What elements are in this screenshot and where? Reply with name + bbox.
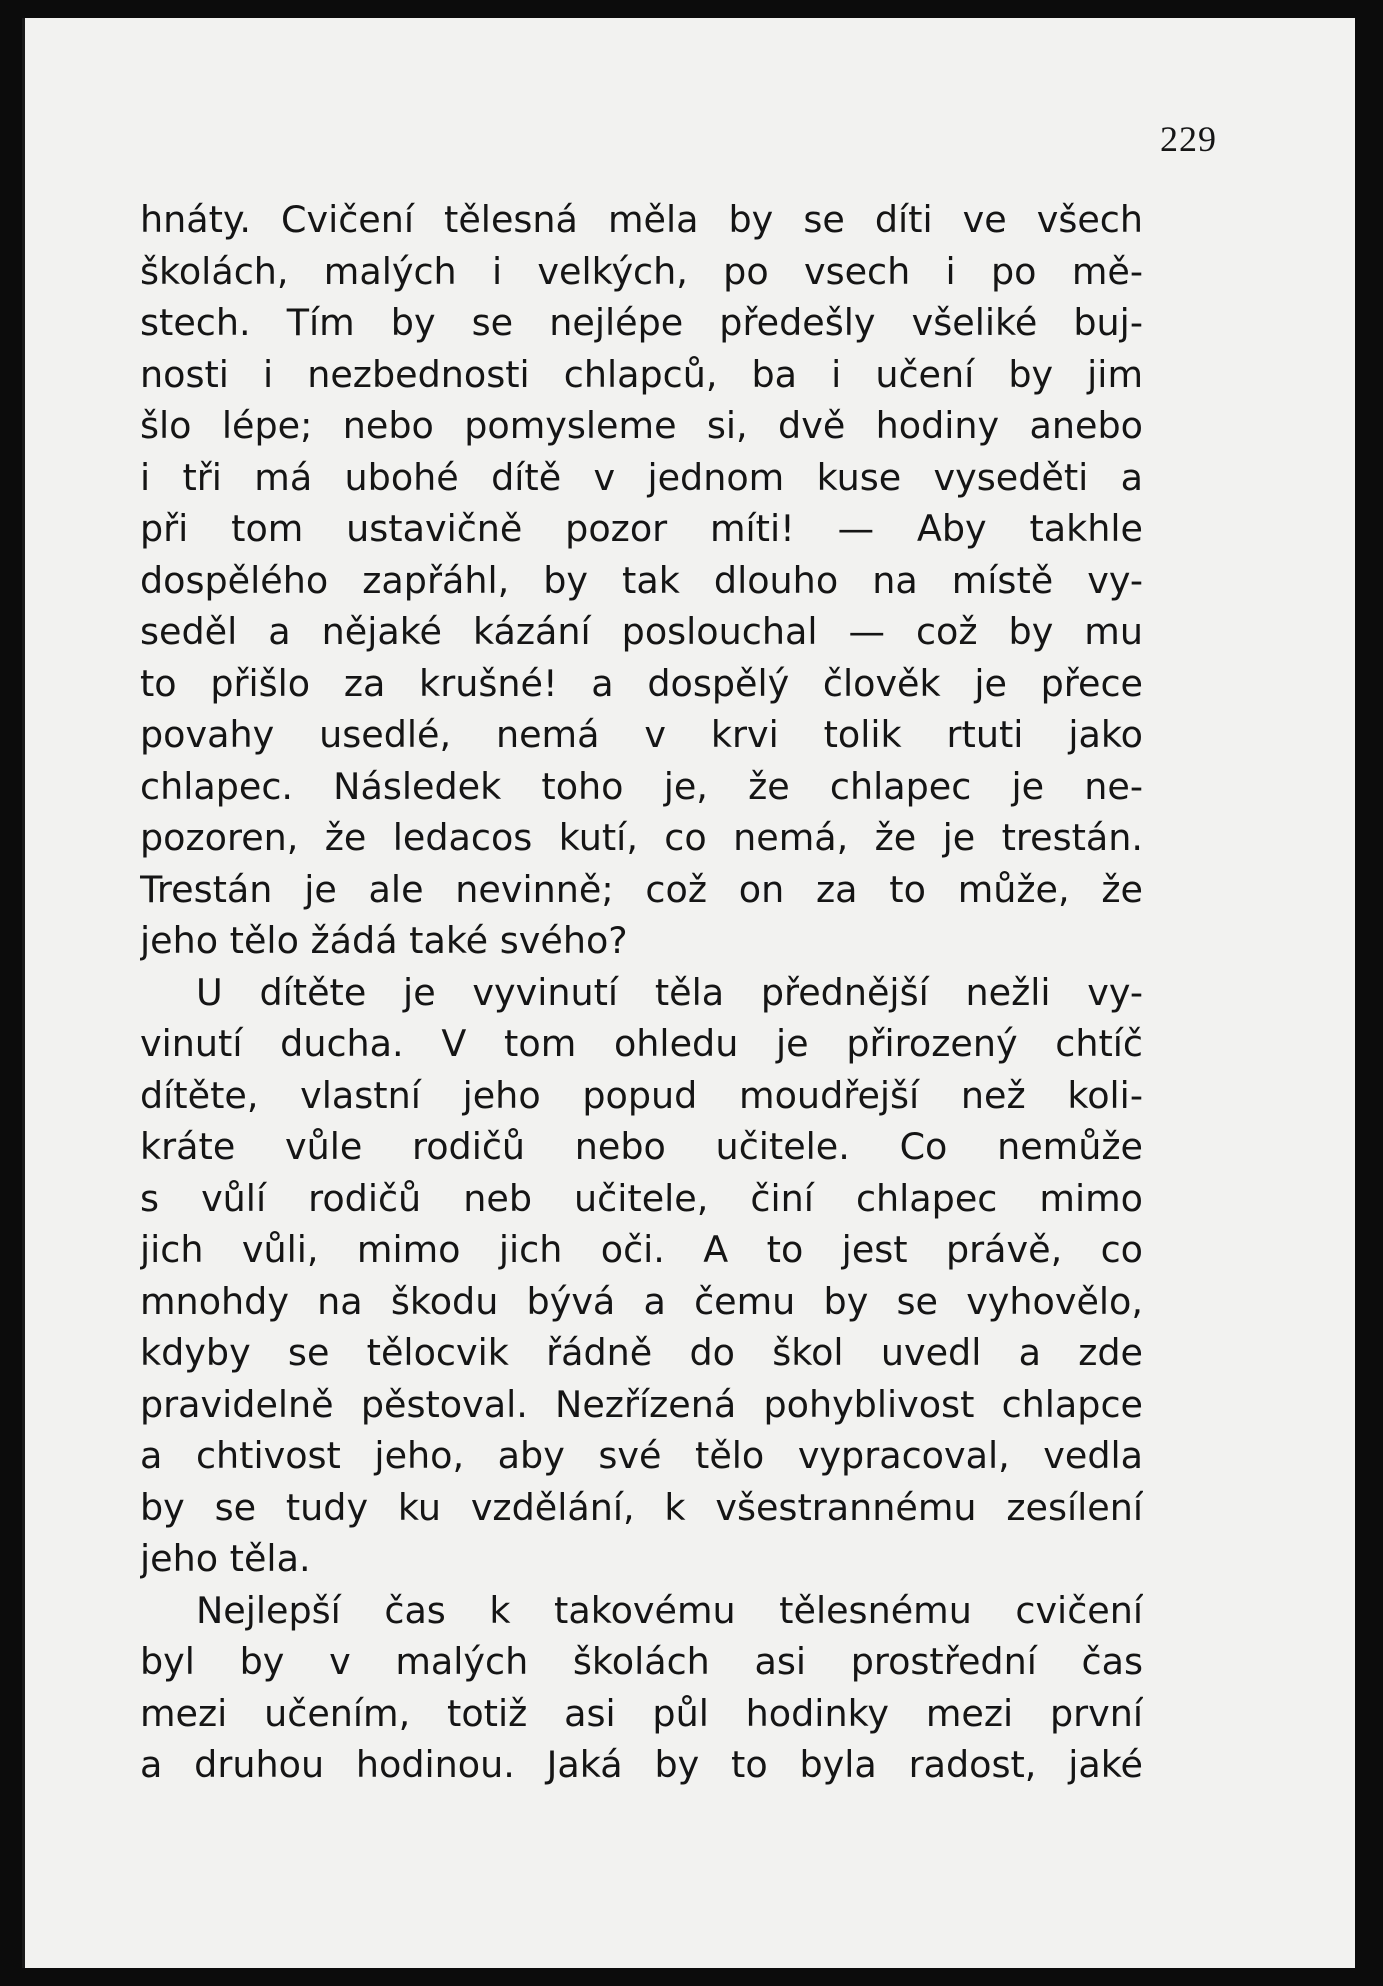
text-line: nosti i nezbednosti chlapců, ba i učení by jim [140, 352, 1143, 396]
text-line: jeho tělo žádá také svého? [140, 919, 628, 962]
text-line: pravidelně pěstoval. Nezřízená pohyblivost chlapce [140, 1382, 1143, 1426]
text-line: kdyby se tělocvik řádně do škol uvedl a zde [140, 1331, 1143, 1374]
text-line: jich vůli, mimo jich oči. A to jest právě, co [140, 1228, 1143, 1271]
text-line: chlapec. Následek toho je, že chlapec je ne- [140, 764, 1143, 808]
text-line: Trestán je ale nevinně; což on za to může, že [140, 867, 1143, 911]
text-line: jeho těla. [140, 1537, 311, 1580]
text-line: školách, malých i velkých, po vsech i po mě- [140, 249, 1143, 293]
text-line: kráte vůle rodičů nebo učitele. Co nemůže [140, 1125, 1143, 1168]
text-line: s vůlí rodičů neb učitele, činí chlapec mimo [140, 1176, 1143, 1220]
text-line: by se tudy ku vzdělání, k všestrannému zesílení [140, 1485, 1143, 1529]
text-line: a druhou hodinou. Jaká by to byla radost, jaké [140, 1743, 1143, 1786]
text-line: byl by v malých školách asi prostřední čas [140, 1640, 1143, 1683]
page-number: 229 [1160, 119, 1217, 159]
text-line: mnohdy na škodu bývá a čemu by se vyhovělo, [140, 1279, 1143, 1323]
text-line: dospělého zapřáhl, by tak dlouho na místě vy- [140, 558, 1143, 602]
book-page [22, 18, 1355, 1968]
text-line: pozoren, že ledacos kutí, co nemá, že je trestán. [140, 816, 1143, 859]
text-line: šlo lépe; nebo pomysleme si, dvě hodiny anebo [140, 404, 1143, 447]
text-line: stech. Tím by se nejlépe předešly všeliké buj- [140, 301, 1143, 344]
text-line: při tom ustavičně pozor míti! — Aby takhle [140, 507, 1143, 550]
text-line: a chtivost jeho, aby své tělo vypracoval, vedla [140, 1434, 1143, 1477]
text-line: U dítěte je vyvinutí těla přednější nežli vy- [196, 970, 1143, 1014]
body-text [140, 194, 1143, 1791]
text-line: i tři má ubohé dítě v jednom kuse vyseděti a [140, 455, 1143, 499]
text-line: dítěte, vlastní jeho popud moudřejší než koli- [140, 1073, 1143, 1117]
text-line: hnáty. Cvičení tělesná měla by se díti ve všech [140, 198, 1143, 241]
text-line: to přišlo za krušné! a dospělý člověk je přece [140, 661, 1143, 705]
text-line: Nejlepší čas k takovému tělesnému cvičení [196, 1588, 1143, 1632]
text-line: povahy usedlé, nemá v krvi tolik rtuti jako [140, 713, 1143, 756]
text-line: seděl a nějaké kázání poslouchal — což by mu [140, 610, 1143, 653]
text-line: mezi učením, totiž asi půl hodinky mezi první [140, 1691, 1143, 1735]
text-line: vinutí ducha. V tom ohledu je přirozený chtíč [140, 1022, 1143, 1065]
